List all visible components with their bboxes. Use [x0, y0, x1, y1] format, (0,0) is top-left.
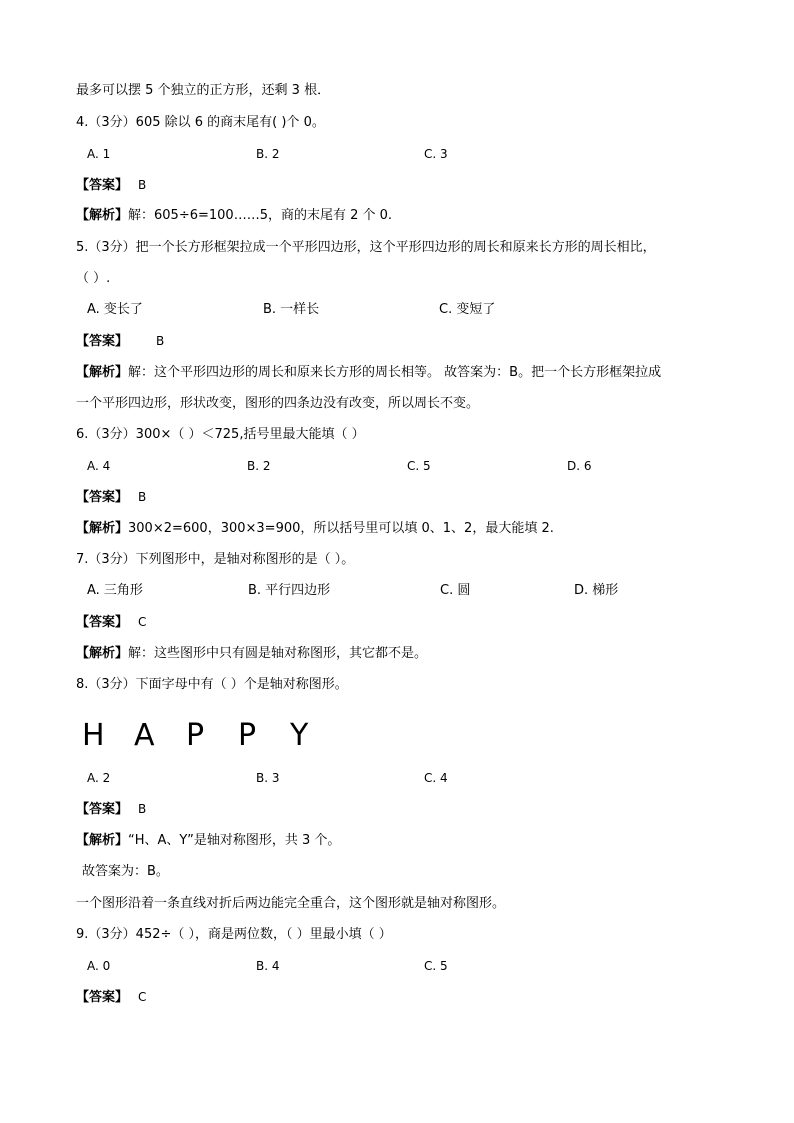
question-5-stem-cont: （ ）. [76, 271, 111, 286]
q9-option-a: A. 0 [87, 959, 111, 973]
answer-tag: 【答案】 [76, 490, 129, 505]
answer-tag: 【答案】 [76, 990, 129, 1005]
q4-answer-value: B [138, 178, 147, 192]
question-4-stem: 4.（3分）605 除以 6 的商末尾有( )个 0。 [76, 115, 325, 130]
q6-option-a: A. 4 [87, 459, 111, 473]
letter-y: Y [290, 718, 309, 753]
q8-analysis-cont: 故答案为：B。 [82, 864, 169, 879]
answer-tag: 【答案】 [76, 178, 129, 193]
q6-option-b: B. 2 [247, 459, 271, 473]
q6-answer-value: B [138, 490, 147, 504]
analysis-tag: 【解析】 [76, 365, 129, 380]
q4-option-c: C. 3 [424, 147, 448, 161]
q5-option-c: C. 变短了 [439, 302, 496, 317]
q7-answer [76, 613, 146, 632]
answer-tag: 【答案】 [76, 802, 129, 817]
q8-option-b: B. 3 [256, 771, 280, 785]
intro-text: 最多可以摆 5 个独立的正方形，还剩 3 根． [76, 83, 331, 98]
q9-option-b: B. 4 [256, 959, 280, 973]
q4-option-a: A. 1 [87, 147, 111, 161]
q7-answer-value: C [138, 615, 147, 629]
q9-answer-value: C [138, 990, 147, 1004]
analysis-tag: 【解析】 [76, 833, 129, 848]
q6-analysis-text: 300×2=600，300×3=900，所以括号里可以填 0、1、2，最大能填 2. [128, 521, 554, 536]
question-7-stem: 7.（3分）下列图形中，是轴对称图形的是（ ）。 [76, 552, 355, 567]
q5-analysis-cont: 一个平形四边形，形状改变，图形的四条边没有改变，所以周长不变。 [76, 396, 480, 411]
q4-analysis [76, 207, 392, 225]
answer-tag: 【答案】 [76, 615, 129, 630]
q8-analysis [76, 832, 340, 850]
analysis-tag: 【解析】 [76, 646, 129, 661]
q6-answer [76, 488, 146, 507]
question-6-stem: 6.（3分）300×（ ）＜725,括号里最大能填（ ） [76, 427, 365, 442]
q8-answer-value: B [138, 802, 147, 816]
question-8-stem: 8.（3分）下面字母中有（ ）个是轴对称图形。 [76, 677, 348, 692]
q9-answer [76, 988, 146, 1007]
q5-option-b: B. 一样长 [263, 302, 320, 317]
q8-option-c: C. 4 [424, 771, 448, 785]
q7-option-a: A. 三角形 [87, 583, 143, 598]
q7-option-d: D. 梯形 [574, 583, 619, 598]
letter-h: H [82, 718, 105, 753]
q7-analysis-text: 解：这些图形中只有圆是轴对称图形，其它都不是。 [128, 646, 428, 661]
q4-analysis-text: 解：605÷6=100……5，商的末尾有 2 个 0. [128, 208, 393, 223]
question-9-stem: 9.（3分）452÷（ ），商是两位数，（ ）里最小填（ ） [76, 927, 392, 942]
q5-answer-value: B [156, 334, 165, 348]
q4-option-b: B. 2 [256, 147, 280, 161]
q5-option-a: A. 变长了 [87, 302, 143, 317]
q8-analysis-text: “H、A、Y”是轴对称图形，共 3 个。 [128, 833, 341, 848]
letter-a: A [134, 718, 155, 753]
letter-p1: P [186, 718, 205, 753]
answer-tag: 【答案】 [76, 334, 129, 349]
letter-p2: P [238, 718, 257, 753]
q7-analysis [76, 645, 427, 663]
analysis-tag: 【解析】 [76, 521, 129, 536]
q8-option-a: A. 2 [87, 771, 111, 785]
q8-analysis-note: 一个图形沿着一条直线对折后两边能完全重合，这个图形就是轴对称图形。 [76, 896, 506, 911]
q8-answer [76, 800, 146, 819]
q6-option-d: D. 6 [567, 459, 592, 473]
happy-letters-figure [82, 716, 342, 756]
q7-option-c: C. 圆 [440, 583, 471, 598]
q5-answer [76, 332, 164, 351]
q5-analysis-text: 解：这个平形四边形的周长和原来长方形的周长相等。 故答案为：B。把一个长方形框架拉成 [128, 365, 662, 380]
analysis-tag: 【解析】 [76, 208, 129, 223]
q9-option-c: C. 5 [424, 959, 448, 973]
q6-option-c: C. 5 [407, 459, 431, 473]
question-5-stem: 5.（3分）把一个长方形框架拉成一个平形四边形，这个平形四边形的周长和原来长方形的周长相比， [76, 240, 656, 255]
q4-answer [76, 176, 146, 195]
q5-analysis [76, 364, 661, 382]
q6-analysis [76, 520, 554, 538]
q7-option-b: B. 平行四边形 [248, 583, 331, 598]
